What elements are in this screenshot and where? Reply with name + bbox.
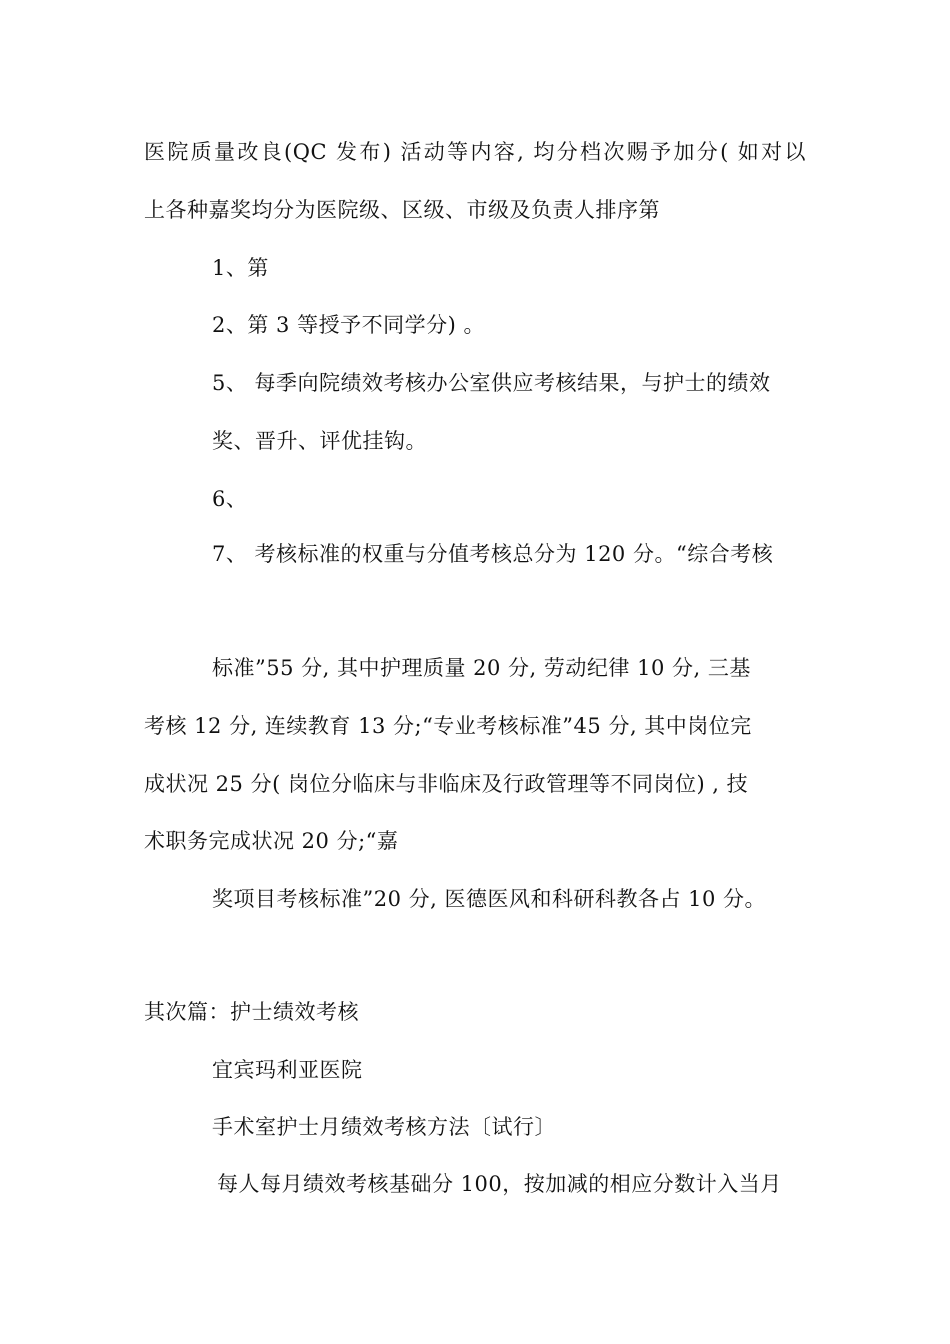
text-line-1: 医院质量改良(QC 发布) 活动等内容, 均分档次赐予加分( 如对以 [144,140,806,164]
section-heading: 其次篇：护士绩效考核 [144,1000,359,1024]
list-item-1: 1、第 [212,256,269,280]
text-line-12: 术职务完成状况 20 分;“嘉 [144,829,399,853]
method-title: 手术室护士月绩效考核方法〔试行〕 [212,1115,556,1139]
list-item-6: 6、 [212,487,248,511]
text-line-2: 上各种嘉奖均分为医院级、区级、市级及负责人排序第 [144,198,660,222]
hospital-name: 宜宾玛利亚医院 [212,1058,363,1082]
text-line-11: 成状况 25 分( 岗位分临床与非临床及行政管理等不同岗位) , 技 [144,772,749,796]
list-item-5: 5、 每季向院绩效考核办公室供应考核结果，与护士的绩效 [212,371,771,395]
text-line-9: 标准”55 分, 其中护理质量 20 分, 劳动纪律 10 分, 三基 [212,656,751,680]
text-line-13: 奖项目考核标准”20 分, 医德医风和科研科教各占 10 分。 [212,887,767,911]
list-item-7: 7、 考核标准的权重与分值考核总分为 120 分。“综合考核 [212,542,774,566]
text-line-10: 考核 12 分, 连续教育 13 分;“专业考核标准”45 分, 其中岗位完 [144,714,752,738]
list-item-2: 2、第 3 等授予不同学分) 。 [212,313,485,337]
text-line-17: 每人每月绩效考核基础分 100，按加减的相应分数计入当月 [217,1172,782,1196]
list-item-5-continued: 奖、晋升、评优挂钩。 [212,429,427,453]
